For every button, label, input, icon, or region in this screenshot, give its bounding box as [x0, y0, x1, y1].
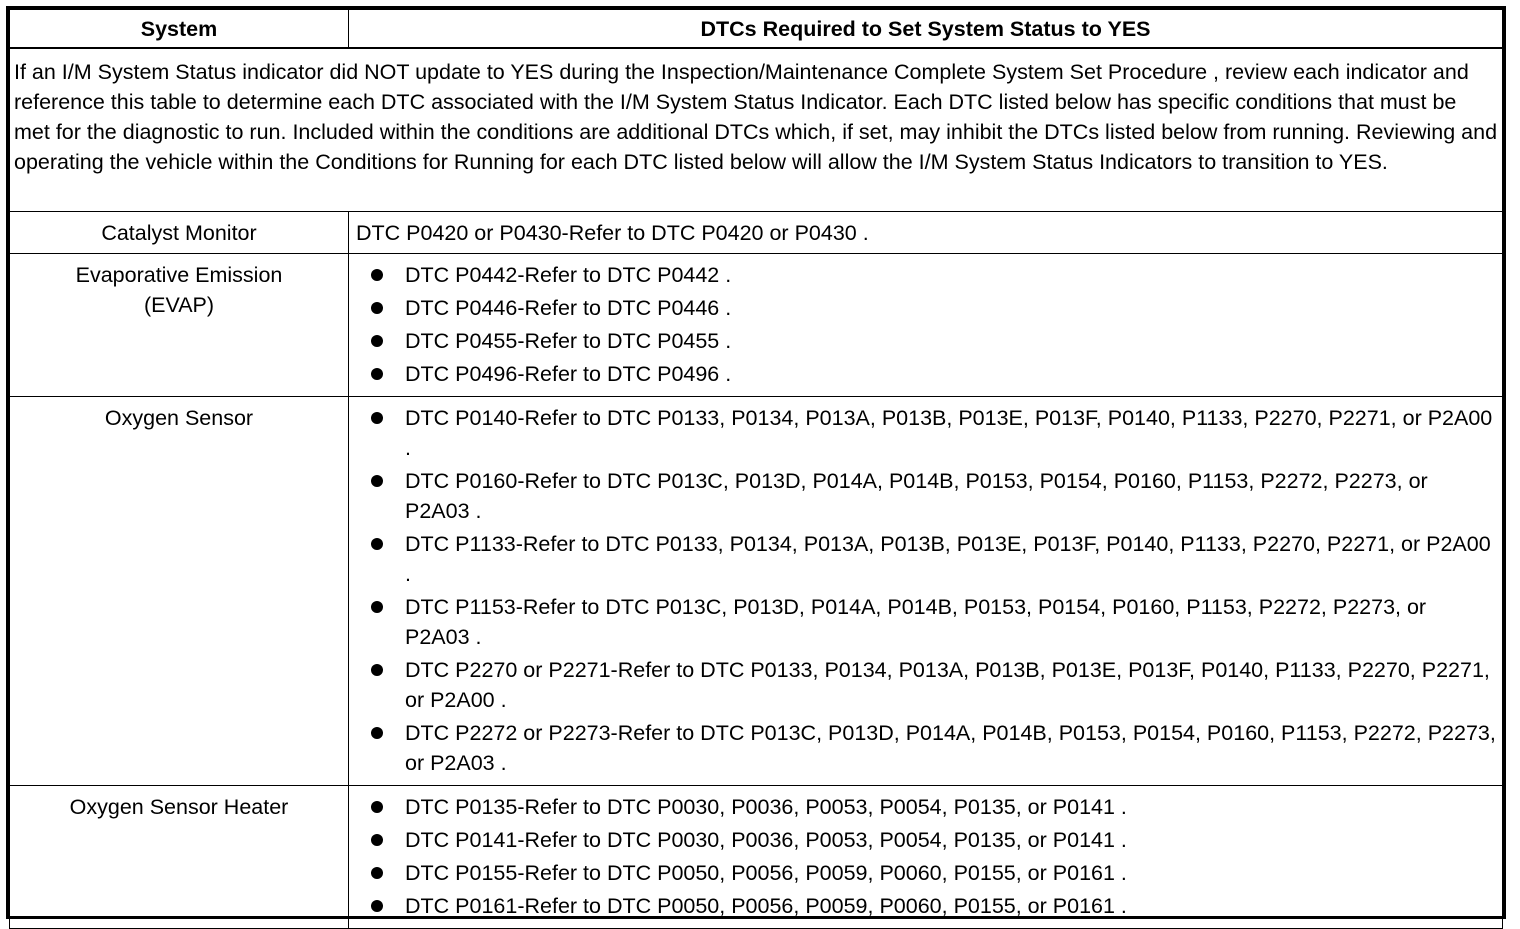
dtc-cell [349, 785, 1503, 928]
dtc-list [349, 254, 1502, 396]
intro-row [10, 48, 1503, 211]
dtc-list [349, 786, 1502, 928]
list-item: DTC P0442-Refer to DTC P0442 . [405, 260, 1496, 290]
list-item: DTC P0160-Refer to DTC P013C, P013D, P014A, P014B, P0153, P0154, P0160, P1153, P2272, P2273, or P2A03 . [405, 466, 1496, 526]
list-item: DTC P2270 or P2271-Refer to DTC P0133, P0134, P013A, P013B, P013E, P013F, P0140, P1133, P2270, P2271, or P2A00 . [405, 655, 1496, 715]
dtc-status-table [9, 9, 1503, 929]
system-cell: Catalyst Monitor [10, 211, 349, 253]
header-dtcs: DTCs Required to Set System Status to YES [349, 10, 1503, 49]
list-item: DTC P2272 or P2273-Refer to DTC P013C, P013D, P014A, P014B, P0153, P0154, P0160, P1153, P2272, P2273, or P2A03 . [405, 718, 1496, 778]
dtc-list [349, 397, 1502, 785]
list-item: DTC P0141-Refer to DTC P0030, P0036, P0053, P0054, P0135, or P0141 . [405, 825, 1496, 855]
header-row [10, 10, 1503, 49]
list-item: DTC P0455-Refer to DTC P0455 . [405, 326, 1496, 356]
dtc-cell [349, 253, 1503, 396]
dtc-cell: DTC P0420 or P0430-Refer to DTC P0420 or P0430 . [349, 211, 1503, 253]
table-row [10, 211, 1503, 253]
header-system: System [10, 10, 349, 49]
list-item: DTC P0446-Refer to DTC P0446 . [405, 293, 1496, 323]
list-item: DTC P1133-Refer to DTC P0133, P0134, P013A, P013B, P013E, P013F, P0140, P1133, P2270, P2271, or P2A00 . [405, 529, 1496, 589]
intro-text: If an I/M System Status indicator did NOT update to YES during the Inspection/Maintenance Complete System Set Procedure , review each indicator and reference this table to determine each DTC associated with the I/M System Status Indicator. Each DTC listed below has specific conditions that must be met for the diagnostic to run. Included within the conditions are additional DTCs which, if set, may inhibit the DTCs listed below from running. Reviewing and operating the vehicle within the Conditions for Running for each DTC listed below will allow the I/M System Status Indicators to transition to YES. [10, 48, 1503, 211]
system-cell: Oxygen Sensor [10, 396, 349, 785]
dtc-table-container [6, 6, 1506, 919]
dtc-cell [349, 396, 1503, 785]
list-item: DTC P0161-Refer to DTC P0050, P0056, P0059, P0060, P0155, or P0161 . [405, 891, 1496, 921]
system-cell: Evaporative Emission (EVAP) [10, 253, 349, 396]
list-item: DTC P0140-Refer to DTC P0133, P0134, P013A, P013B, P013E, P013F, P0140, P1133, P2270, P2271, or P2A00 . [405, 403, 1496, 463]
list-item: DTC P0496-Refer to DTC P0496 . [405, 359, 1496, 389]
list-item: DTC P0135-Refer to DTC P0030, P0036, P0053, P0054, P0135, or P0141 . [405, 792, 1496, 822]
list-item: DTC P0155-Refer to DTC P0050, P0056, P0059, P0060, P0155, or P0161 . [405, 858, 1496, 888]
table-row [10, 396, 1503, 785]
list-item: DTC P1153-Refer to DTC P013C, P013D, P014A, P014B, P0153, P0154, P0160, P1153, P2272, P2273, or P2A03 . [405, 592, 1496, 652]
table-row [10, 253, 1503, 396]
system-cell: Oxygen Sensor Heater [10, 785, 349, 928]
table-row [10, 785, 1503, 928]
